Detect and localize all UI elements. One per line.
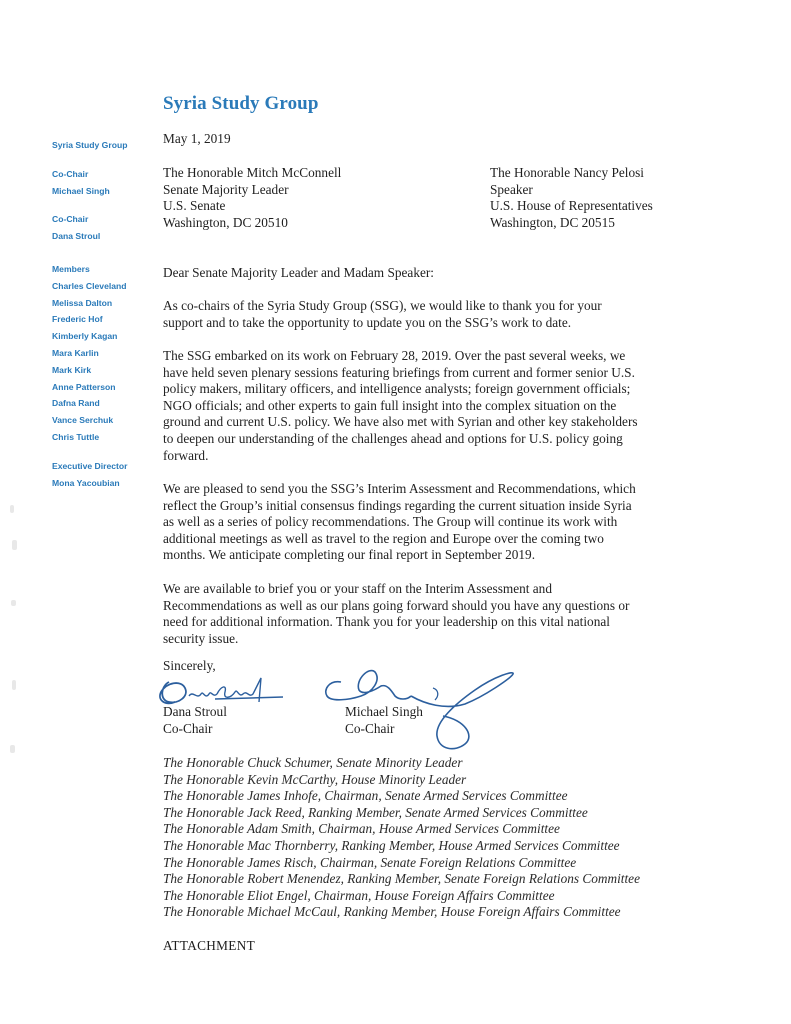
paragraph-line: support and to take the opportunity to update you on the SSG’s work to date.	[163, 314, 572, 330]
cc-item: The Honorable Mac Thornberry, Ranking Member, House Armed Services Committee	[163, 837, 620, 853]
sidebar-co-chair-name: Dana Stroul	[52, 231, 101, 242]
paragraph-line: reflect the Group’s initial consensus findings regarding the current situation inside Syria	[163, 497, 632, 513]
signatory-title: Co-Chair	[163, 720, 213, 736]
recipient-address-left	[163, 165, 341, 231]
sidebar-co-chair-label: Co-Chair	[52, 168, 89, 179]
cc-item: The Honorable Jack Reed, Ranking Member, Senate Armed Services Committee	[163, 804, 588, 820]
paragraph-line: As co-chairs of the Syria Study Group (SSG), we would like to thank you for your	[163, 298, 602, 313]
sidebar-co-chair-label: Co-Chair	[52, 214, 89, 225]
paragraph-line: additional meetings as well as travel to the region and Europe over the coming two	[163, 530, 604, 546]
recipient-line: The Honorable Nancy Pelosi	[490, 165, 644, 180]
scan-artifact	[12, 680, 16, 690]
paragraph-line: policy makers, military officers, and intelligence analysts; foreign government officials;	[163, 381, 631, 397]
closing: Sincerely,	[163, 658, 216, 673]
paragraph-line: need for additional information. Thank you for your leadership on this vital national	[163, 614, 610, 630]
cc-item: The Honorable James Risch, Chairman, Senate Foreign Relations Committee	[163, 854, 577, 870]
cc-item: The Honorable Chuck Schumer, Senate Minority Leader	[163, 755, 463, 770]
cc-item: The Honorable Adam Smith, Chairman, House Armed Services Committee	[163, 821, 560, 837]
paragraph-line: The SSG embarked on its work on February 28, 2019. Over the past several weeks, we	[163, 348, 626, 363]
paragraph-line: ground and current U.S. policy. We have also met with Syrian and other key stakeholders	[163, 414, 638, 430]
sidebar-roster	[52, 137, 152, 491]
sidebar-member: Kimberly Kagan	[52, 331, 118, 342]
cc-item: The Honorable James Inhofe, Chairman, Senate Armed Services Committee	[163, 788, 568, 804]
attachment-label: ATTACHMENT	[163, 938, 256, 953]
sidebar-org-name: Syria Study Group	[52, 140, 128, 150]
paragraph	[163, 481, 673, 564]
recipient-line: Washington, DC 20515	[490, 214, 615, 230]
scan-artifact	[10, 745, 15, 753]
paragraph-line: forward.	[163, 447, 209, 463]
paragraph-line: We are pleased to send you the SSG’s Interim Assessment and Recommendations, which	[163, 481, 636, 496]
scan-artifact	[12, 540, 17, 550]
paragraph-line: to deepen our understanding of the challenges ahead and options for U.S. policy going	[163, 430, 623, 446]
recipient-line: Speaker	[490, 181, 533, 197]
signatory-block	[163, 704, 227, 737]
recipient-line: Senate Majority Leader	[163, 181, 289, 197]
cc-item: The Honorable Eliot Engel, Chairman, House Foreign Affairs Committee	[163, 887, 555, 903]
sidebar-executive-director-name: Mona Yacoubian	[52, 477, 120, 488]
paragraph	[163, 348, 673, 464]
paragraph-line: We are available to brief you or your staff on the Interim Assessment and	[163, 581, 552, 596]
sidebar-members-label: Members	[52, 263, 90, 274]
recipient-line: Washington, DC 20510	[163, 214, 288, 230]
paragraph-line: security issue.	[163, 630, 239, 646]
paragraph-line: NGO officials; and other experts to gain full insight into the complex situation on the	[163, 397, 617, 413]
signatory-name: Dana Stroul	[163, 704, 227, 719]
sidebar-member: Dafna Rand	[52, 398, 100, 409]
signatory-block	[345, 704, 423, 737]
sidebar-member: Melissa Dalton	[52, 297, 113, 308]
paragraph-line: Recommendations as well as our plans going forward should you have any questions or	[163, 597, 630, 613]
sidebar-member: Vance Serchuk	[52, 415, 114, 426]
scan-artifact	[11, 600, 16, 606]
sidebar-co-chair-name: Michael Singh	[52, 185, 110, 196]
sidebar-member: Mark Kirk	[52, 364, 92, 375]
cc-item: The Honorable Michael McCaul, Ranking Member, House Foreign Affairs Committee	[163, 904, 621, 920]
signatory-title: Co-Chair	[345, 720, 395, 736]
sidebar-member: Mara Karlin	[52, 347, 99, 358]
paragraph-line: as well as a series of policy recommendations. The Group will continue its work with	[163, 514, 618, 530]
letter-date: May 1, 2019	[163, 131, 231, 146]
recipient-line: The Honorable Mitch McConnell	[163, 165, 342, 180]
sidebar-member: Anne Patterson	[52, 381, 116, 392]
sidebar-executive-director-label: Executive Director	[52, 460, 128, 471]
sidebar-member: Frederic Hof	[52, 314, 103, 325]
scan-artifact	[10, 505, 14, 513]
paragraph	[163, 298, 673, 331]
paragraph-line: months. We anticipate completing our final report in September 2019.	[163, 547, 536, 563]
paragraph	[163, 581, 673, 647]
cc-item: The Honorable Kevin McCarthy, House Minority Leader	[163, 771, 467, 787]
sidebar-member: Charles Cleveland	[52, 280, 127, 291]
salutation: Dear Senate Majority Leader and Madam Speaker:	[163, 265, 434, 280]
recipient-address-right	[490, 165, 653, 231]
recipient-line: U.S. Senate	[163, 198, 226, 214]
cc-item: The Honorable Robert Menendez, Ranking Member, Senate Foreign Relations Committee	[163, 871, 640, 887]
sidebar-member: Chris Tuttle	[52, 431, 100, 442]
recipient-line: U.S. House of Representatives	[490, 198, 653, 214]
cc-list	[163, 755, 640, 921]
letterhead-title: Syria Study Group	[163, 93, 319, 114]
paragraph-line: have held seven plenary sessions featuring briefings from current and former senior U.S.	[163, 364, 635, 380]
signatory-name: Michael Singh	[345, 704, 423, 719]
